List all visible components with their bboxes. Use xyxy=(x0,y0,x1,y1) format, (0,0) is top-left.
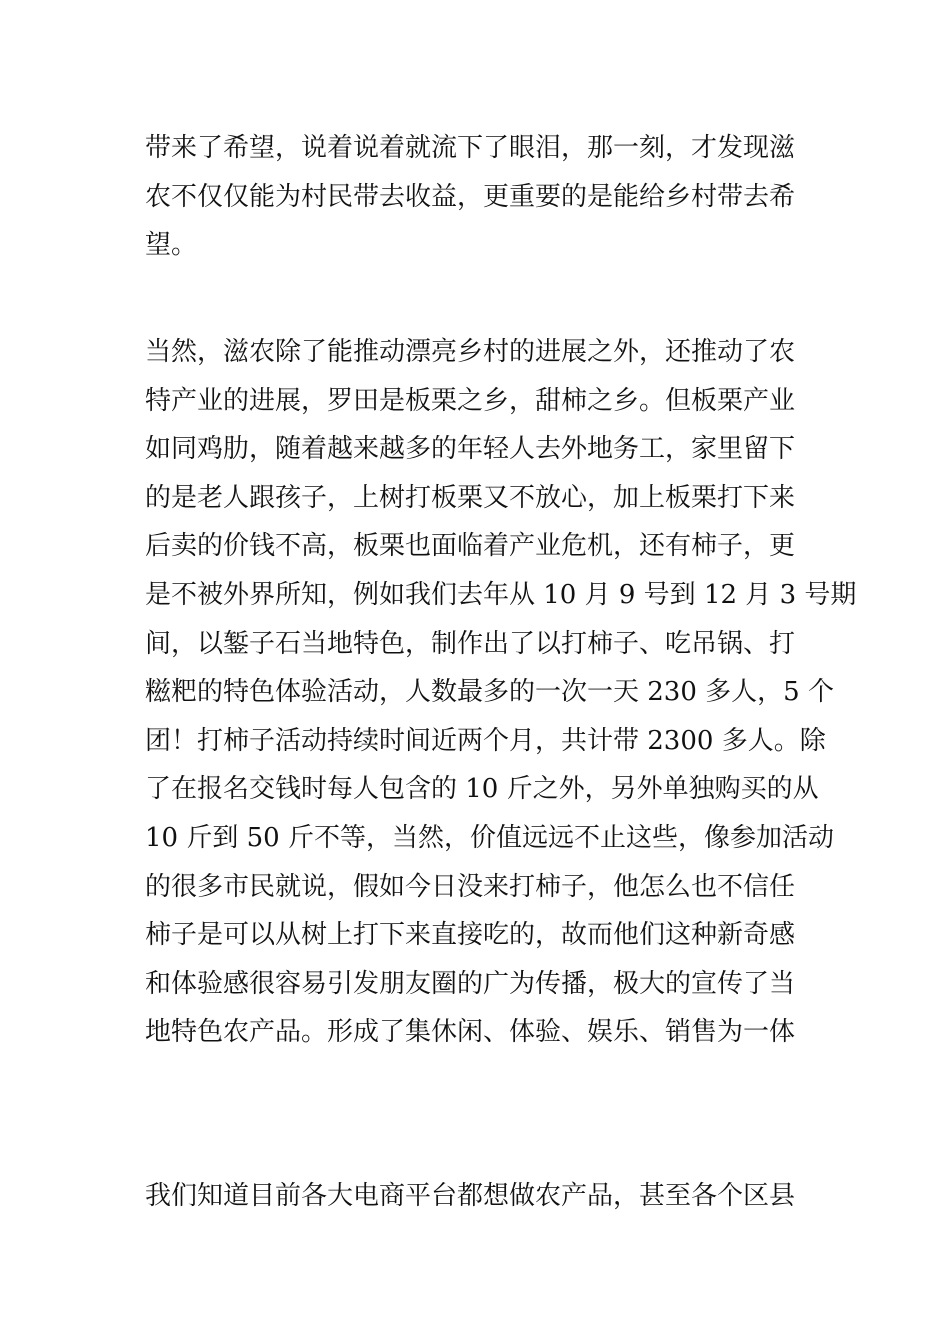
text-line: 当然，滋农除了能推动漂亮乡村的进展之外，还推动了农 xyxy=(145,337,796,367)
text-line: 糍粑的特色体验活动，人数最多的一次一天 230 多人，5 个 xyxy=(145,677,834,708)
paragraph-1 xyxy=(145,124,795,270)
text-line: 后卖的价钱不高，板栗也面临着产业危机，还有柿子，更 xyxy=(145,531,796,562)
text-line: 特产业的进展，罗田是板栗之乡，甜柿之乡。但板栗产业 xyxy=(145,385,796,416)
text-line: 带来了希望，说着说着就流下了眼泪，那一刻，才发现滋 xyxy=(145,133,796,163)
paragraph-3 xyxy=(145,1172,795,1221)
text-line: 间，以錾子石当地特色，制作出了以打柿子、吃吊锅、打 xyxy=(145,628,796,659)
paragraph-2 xyxy=(145,328,856,1057)
text-line: 是不被外界所知，例如我们去年从 10 月 9 号到 12 月 3 号期 xyxy=(145,579,857,610)
text-line: 10 斤到 50 斤不等，当然，价值远远不止这些，像参加活动 xyxy=(145,822,834,853)
text-line: 如同鸡肋，随着越来越多的年轻人去外地务工，家里留下 xyxy=(145,434,796,465)
text-line: 和体验感很容易引发朋友圈的广为传播，极大的宣传了当 xyxy=(145,968,796,999)
text-line: 的是老人跟孩子，上树打板栗又不放心，加上板栗打下来 xyxy=(145,482,796,513)
text-line: 的很多市民就说，假如今日没来打柿子，他怎么也不信任 xyxy=(145,871,796,902)
text-line: 地特色农产品。形成了集休闲、体验、娱乐、销售为一体 xyxy=(145,1017,796,1048)
text-line: 了在报名交钱时每人包含的 10 斤之外，另外单独购买的从 xyxy=(145,774,819,805)
text-line: 团！打柿子活动持续时间近两个月，共计带 2300 多人。除 xyxy=(145,725,826,756)
text-line: 望。 xyxy=(145,230,198,261)
text-line: 我们知道目前各大电商平台都想做农产品，甚至各个区县 xyxy=(145,1181,796,1211)
text-line: 柿子是可以从树上打下来直接吃的，故而他们这种新奇感 xyxy=(145,920,796,951)
text-line: 农不仅仅能为村民带去收益，更重要的是能给乡村带去希 xyxy=(145,181,796,212)
